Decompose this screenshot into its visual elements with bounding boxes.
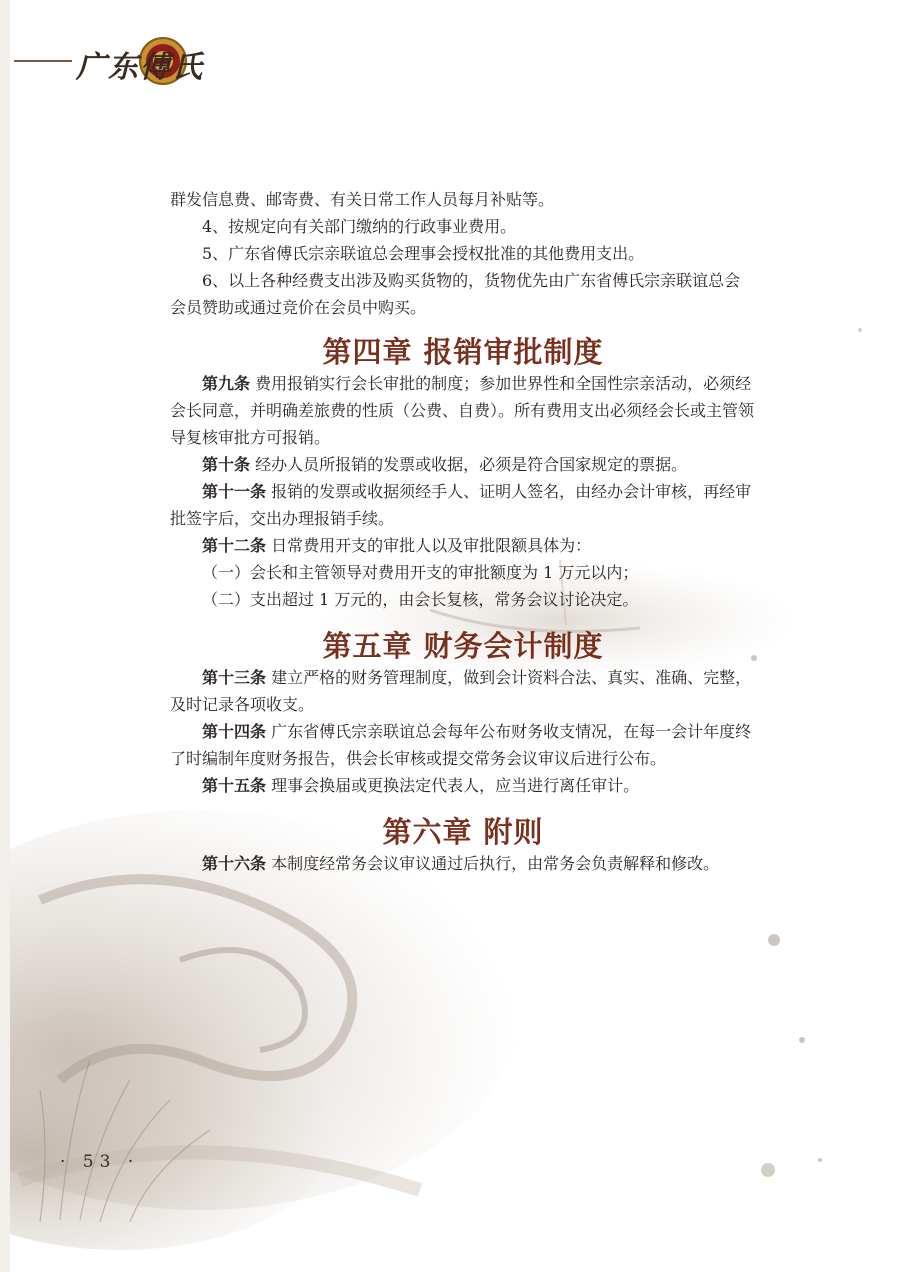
paragraph-item-4: 4、按规定向有关部门缴纳的行政事业费用。: [202, 217, 517, 236]
article-13: [170, 664, 756, 718]
header-title-text: 广东傅氏: [76, 50, 204, 85]
article-10-label: 第十条: [202, 455, 251, 474]
header-title: [76, 42, 204, 86]
article-15-label: 第十五条: [202, 776, 267, 795]
paragraph-item-6: 6、以上各种经费支出涉及购买货物的，货物优先由广东省傅氏宗亲联谊总会会员赞助或通过竞价在会员中购买。: [170, 271, 741, 317]
article-11: [170, 478, 756, 532]
article-14: [170, 718, 756, 772]
header-rule: [14, 60, 72, 62]
article-10-text: 经办人员所报销的发票或收据，必须是符合国家规定的票据。: [250, 455, 688, 474]
article-13-label: 第十三条: [202, 668, 267, 687]
article-12-item-2: （二）支出超过 1 万元的，由会长复核，常务会议讨论决定。: [202, 590, 639, 609]
chapter-5-title: 第五章 财务会计制度: [322, 629, 604, 663]
article-9-label: 第九条: [202, 374, 251, 393]
article-12-item-1: （一）会长和主管领导对费用开支的审批额度为 1 万元以内；: [202, 563, 639, 582]
chapter-6-title: 第六章 附则: [382, 815, 544, 849]
article-12: [170, 532, 756, 559]
article-10: [170, 451, 756, 478]
article-15: [170, 772, 756, 799]
paragraph-item-5: 5、广东省傅氏宗亲联谊总会理事会授权批准的其他费用支出。: [202, 244, 645, 263]
article-12-label: 第十二条: [202, 536, 267, 555]
article-14-label: 第十四条: [202, 722, 267, 741]
article-16: [170, 850, 756, 877]
article-14-text: 广东省傅氏宗亲联谊总会每年公布财务收支情况，在每一会计年度终了时编制年度财务报告，供会长审核或提交常务会议审议后进行公布。: [170, 722, 752, 768]
article-11-label: 第十一条: [202, 482, 267, 501]
article-16-text: 本制度经常务会议审议通过后执行，由常务会负责解释和修改。: [266, 854, 720, 873]
document-body: [170, 186, 756, 877]
paragraph-continued: 群发信息费、邮寄费、有关日常工作人员每月补贴等。: [170, 190, 555, 209]
article-9: [170, 370, 756, 451]
article-12-text: 日常费用开支的审批人以及审批限额具体为：: [266, 536, 592, 555]
page-number: · 53 ·: [60, 1152, 140, 1172]
article-9-text: 费用报销实行会长审批的制度；参加世界性和全国性宗亲活动，必须经会长同意，并明确差旅费的性质（公费、自费）。所有费用支出必须经会长或主管领导复核审批方可报销。: [170, 374, 755, 447]
article-15-text: 理事会换届或更换法定代表人，应当进行离任审计。: [266, 776, 640, 795]
chapter-4-title: 第四章 报销审批制度: [322, 335, 604, 369]
page-header: [14, 36, 274, 86]
article-16-label: 第十六条: [202, 854, 267, 873]
article-13-text: 建立严格的财务管理制度，做到会计资料合法、真实、准确、完整，及时记录各项收支。: [170, 668, 752, 714]
article-11-text: 报销的发票或收据须经手人、证明人签名，由经办会计审核，再经审批签字后，交出办理报销手续。: [170, 482, 752, 528]
